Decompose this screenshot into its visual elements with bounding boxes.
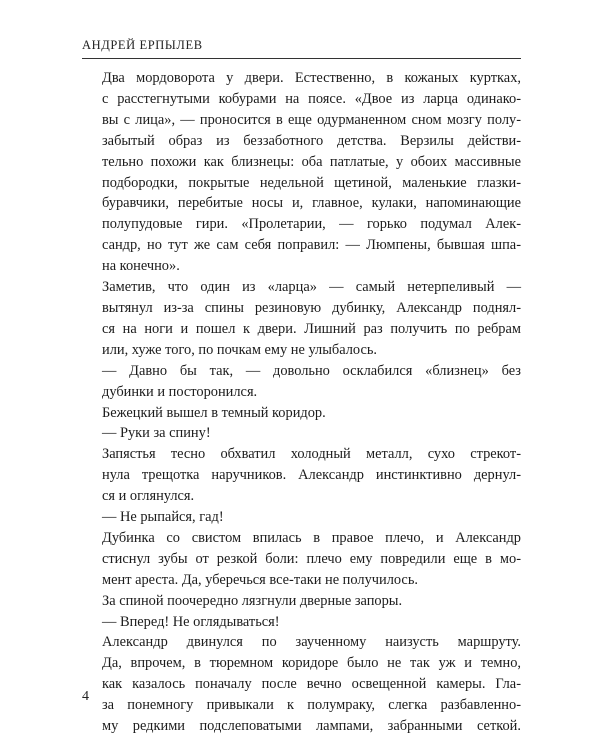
paragraph — [82, 612, 521, 633]
paragraph — [82, 361, 521, 403]
running-head: АНДРЕЙ ЕРПЫЛЕВ — [82, 38, 203, 52]
text-line: — Вперед! Не оглядываться! — [102, 613, 280, 630]
text-line: За спиной поочередно лязгнули дверные запоры. — [102, 592, 403, 609]
text-line: как казалось поначалу после вечно освещенной камеры. Гла- — [102, 676, 521, 693]
text-line: Два мордоворота у двери. Естественно, в кожаных куртках, — [102, 70, 521, 86]
text-line: вы с лица», — проносится в еще одурманенном сном мозгу полу- — [102, 111, 521, 128]
page-number: 4 — [82, 689, 89, 704]
text-line: буравчики, перебитые носы и, главное, кулаки, напоминающие — [102, 195, 521, 212]
text-line: с расстегнутыми кобурами на поясе. «Двое из ларца одинако- — [102, 90, 521, 107]
text-line: полупудовые гири. «Пролетарии, — горько подумал Алек- — [102, 216, 521, 233]
text-line: нула трещотка наручников. Александр инстинктивно дернул- — [102, 467, 521, 484]
paragraph — [82, 632, 521, 737]
header-rule — [82, 58, 521, 59]
text-line: за понемногу привыкали к полумраку, слегка разбавленно- — [102, 697, 521, 714]
text-line: Заметив, что один из «ларца» — самый нетерпеливый — — [102, 279, 521, 296]
text-line: сандр, но тут же сам себя поправил: — Люмпены, бывшая шпа- — [102, 237, 521, 254]
text-line: ся на ноги и пошел к двери. Лишний раз получить по ребрам — [102, 320, 521, 337]
text-line: ся и оглянулся. — [102, 488, 195, 505]
text-line: на конечно». — [102, 258, 180, 275]
text-line: Александр двинулся по заученному наизусть маршруту. — [102, 634, 521, 651]
text-line: Бежецкий вышел в темный коридор. — [102, 404, 326, 421]
text-line: — Не рыпайся, гад! — [102, 509, 224, 526]
text-line: стиснул зубы от резкой боли: плечо ему повредили еще в мо- — [102, 550, 521, 567]
text-line: Дубинка со свистом впилась в правое плечо, и Александр — [102, 529, 521, 546]
paragraph — [82, 277, 521, 361]
text-line: подбородки, покрытые недельной щетиной, маленькие глазки- — [102, 174, 521, 191]
paragraph — [82, 423, 521, 444]
text-line: — Давно бы так, — довольно осклабился «близнец» без — [102, 362, 521, 379]
text-line: мент ареста. Да, уберечься все-таки не получилось. — [102, 571, 418, 588]
text-line: Запястья тесно обхватил холодный металл, сухо стрекот- — [102, 446, 521, 463]
text-line: Да, впрочем, в тюремном коридоре было не так уж и темно, — [102, 655, 521, 672]
text-line: забытый образ из беззаботного детства. Верзилы действи- — [102, 132, 521, 149]
text-line: или, хуже того, по почкам ему не улыбалось. — [102, 341, 378, 358]
paragraph — [82, 403, 521, 424]
text-line: му редкими подслеповатыми лампами, забранными сеткой. — [102, 718, 521, 735]
body-text — [82, 68, 521, 737]
paragraph — [82, 591, 521, 612]
paragraph — [82, 507, 521, 528]
text-line: вытянул из-за спины резиновую дубинку, Александр поднял- — [102, 299, 521, 316]
text-line: — Руки за спину! — [102, 425, 211, 442]
text-line: тельно похожи как близнецы: оба патлатые, у обоих массивные — [102, 153, 521, 170]
paragraph — [82, 68, 521, 277]
paragraph — [82, 444, 521, 507]
paragraph — [82, 528, 521, 591]
text-line: дубинки и посторонился. — [102, 383, 258, 400]
